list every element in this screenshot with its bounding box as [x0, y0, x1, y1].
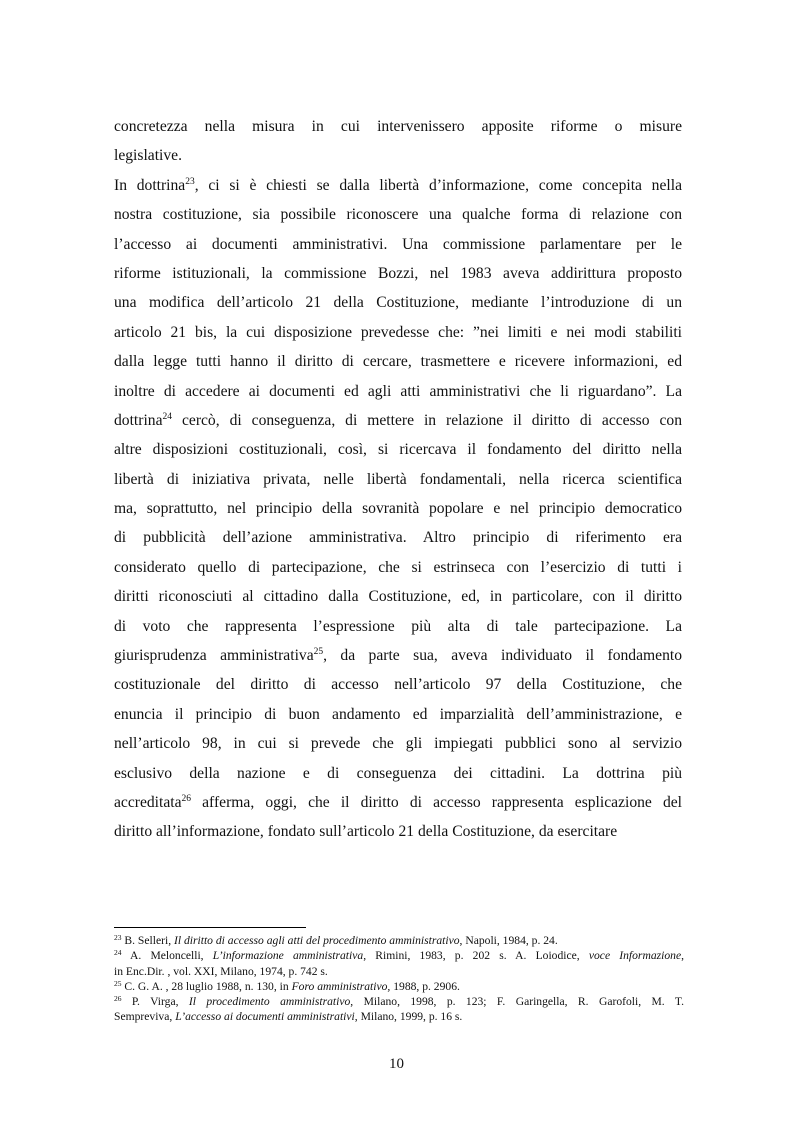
body-line: inoltre di accedere ai documenti ed agli atti amministrativi che li riguardano”. La [114, 382, 682, 400]
footnote-26: $^{26}$ P. Virga, Il procedimento amministrativo, Milano, 1998, p. 123; F. Garingella, R. Garofoli, M. T. Sempreviva, L’accesso ai documenti amministrativi, Milano, 1999, p. 16 s. [114, 994, 684, 1024]
body-line: esclusivo della nazione e di conseguenza dei cittadini. La dottrina più [114, 764, 682, 782]
body-line: diritto all’informazione, fondato sull’articolo 21 della Costituzione, da esercitare [114, 823, 618, 841]
footnote-24: $^{24}$ A. Meloncelli, L’informazione amministrativa, Rimini, 1983, p. 202 s. A. Loiodice, voce Informazione, in Enc.Dir. , vol. XXI, Milano, 1974, p. 742 s. [114, 948, 684, 978]
footnote-25: $^{25}$ C. G. A. , 28 luglio 1988, n. 130, in Foro amministrativo, 1988, p. 2906. [114, 978, 460, 993]
body-line: In dottrina$^{23}$, ci si è chiesti se dalla libertà d’informazione, come concepita nella [114, 176, 682, 194]
footnote-ref: 26 [181, 794, 192, 804]
footnote-ref: 25 [313, 647, 324, 658]
body-line: una modifica dell’articolo 21 della Costituzione, mediante l’introduzione di un [114, 294, 682, 312]
footnote-ref: 24 [162, 411, 173, 422]
body-line: legislative. [114, 147, 182, 165]
body-line: considerato quello di partecipazione, che si estrinseca con l’esercizio di tutti i [114, 558, 682, 576]
body-line: accreditata$^{26}$ afferma, oggi, che il diritto di accesso rappresenta esplicazione del [114, 794, 682, 811]
body-line: nell’articolo 98, in cui si prevede che gli impiegati pubblici sono al servizio [114, 735, 682, 753]
body-line: riforme istituzionali, la commissione Bozzi, nel 1983 aveva addirittura proposto [114, 264, 682, 282]
body-line: libertà di iniziativa privata, nelle libertà fondamentali, nella ricerca scientifica [114, 470, 682, 488]
footnote-ref: 23 [185, 176, 195, 187]
body-line: articolo 21 bis, la cui disposizione prevedesse che: ”nei limiti e nei modi stabiliti [114, 323, 682, 341]
body-line: di pubblicità dell’azione amministrativa. Altro principio di riferimento era [114, 529, 682, 547]
footnote-23: $^{23}$ B. Selleri, Il diritto di accesso agli atti del procedimento amministrativo, Napoli, 1984, p. 24. [114, 933, 558, 947]
footnotes [114, 933, 684, 1025]
body-line: ma, soprattutto, nel principio della sovranità popolare e nel principio democratico [114, 500, 682, 518]
body-line: diritti riconosciuti al cittadino dalla Costituzione, ed, in particolare, con il diritto [114, 588, 682, 606]
body-line: enuncia il principio di buon andamento ed imparzialità dell’amministrazione, e [114, 705, 682, 723]
body-line: dottrina$^{24}$ cercò, di conseguenza, di mettere in relazione il diritto di accesso con [114, 411, 682, 429]
body-line: concretezza nella misura in cui intervenissero apposite riforme o misure [114, 118, 682, 135]
page-number: 10 [389, 1056, 404, 1072]
body-line: giurisprudenza amministrativa$^{25}$, da parte sua, aveva individuato il fondamento [114, 647, 682, 665]
footnote-separator [114, 927, 306, 928]
body-line: dalla legge tutti hanno il diritto di cercare, trasmettere e ricevere informazioni, ed [114, 353, 682, 371]
body-line: di voto che rappresenta l’espressione più alta di tale partecipazione. La [114, 617, 682, 635]
body-line: altre disposizioni costituzionali, così, si ricercava il fondamento del diritto nella [114, 441, 682, 459]
body-line: l’accesso ai documenti amministrativi. Una commissione parlamentare per le [114, 235, 682, 253]
body-line: nostra costituzione, sia possibile riconoscere una qualche forma di relazione con [114, 206, 682, 224]
body-line: costituzionale del diritto di accesso nell’articolo 97 della Costituzione, che [114, 676, 682, 694]
body-text [114, 112, 682, 847]
